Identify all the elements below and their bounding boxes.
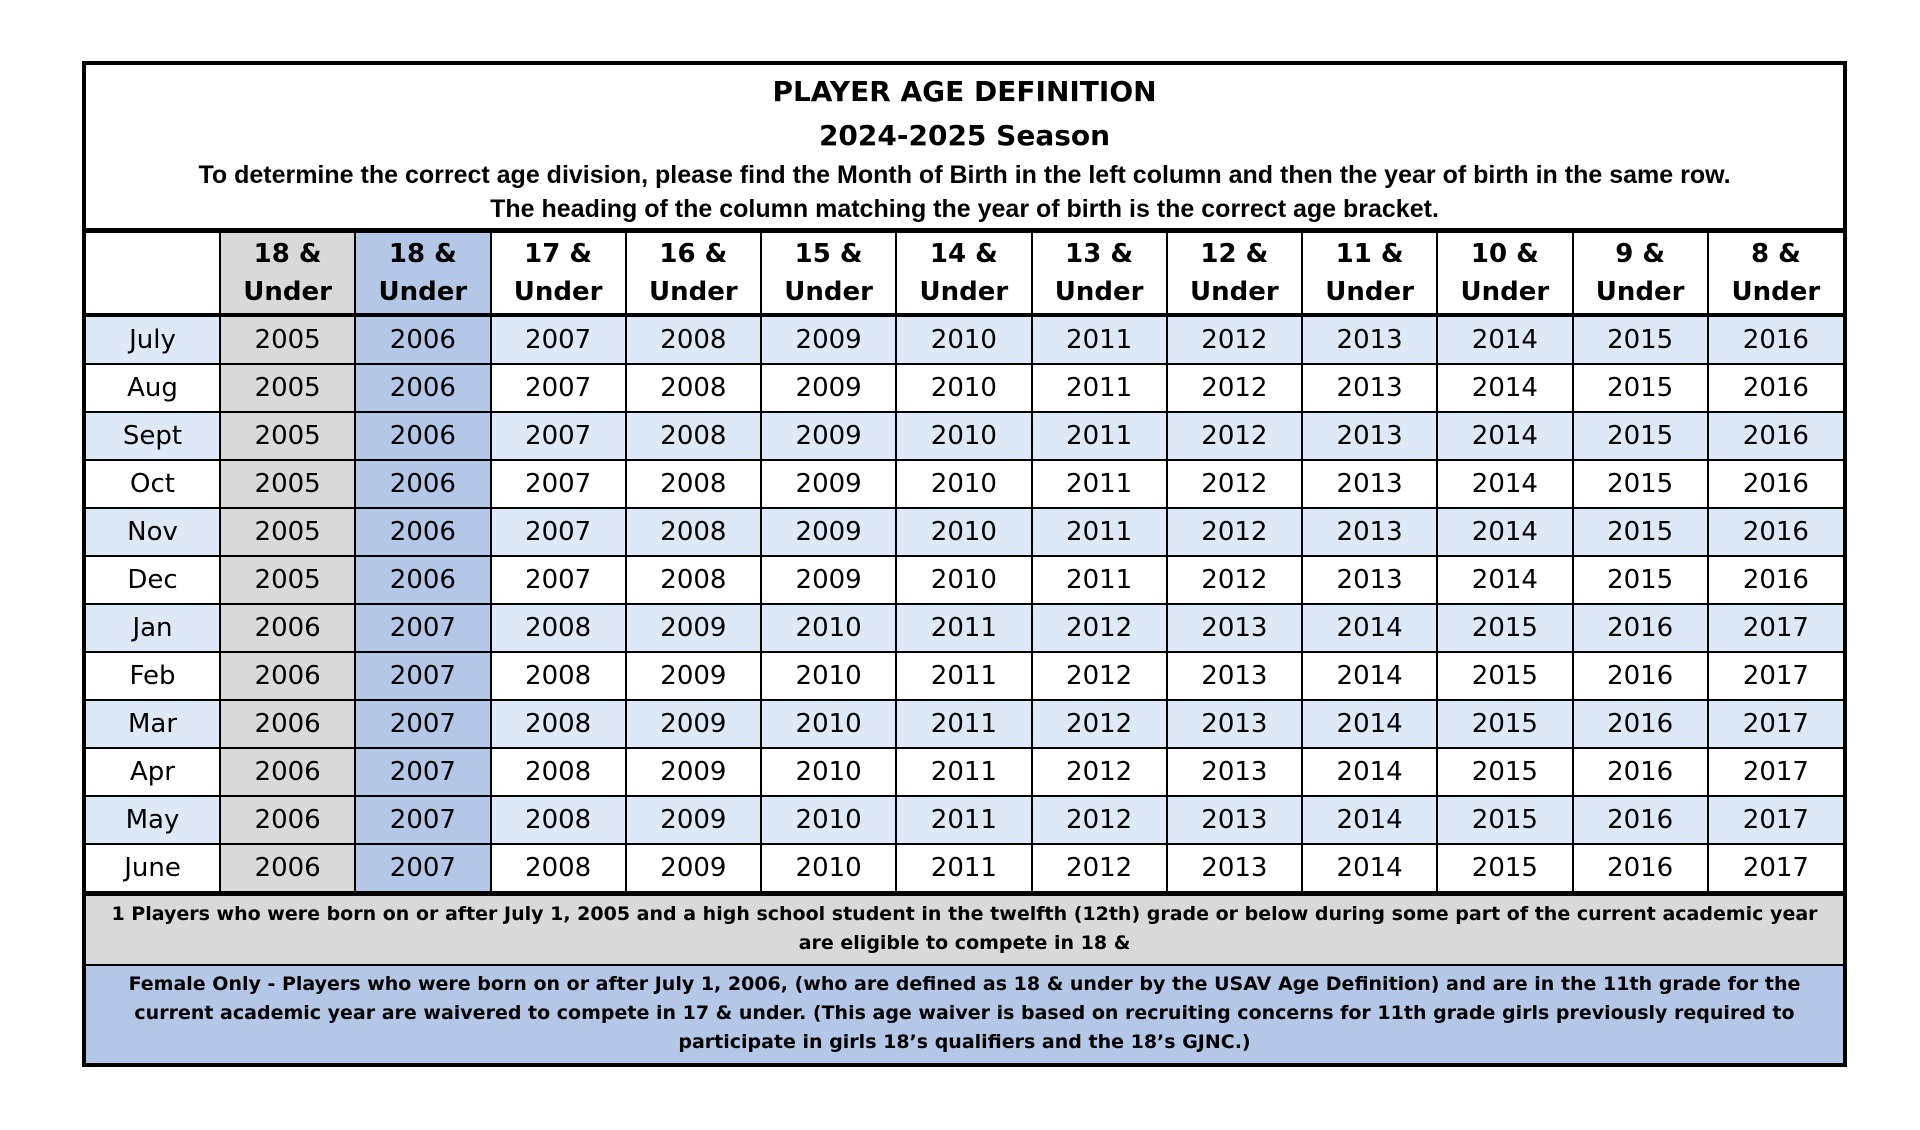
year-cell: 2006	[355, 508, 490, 556]
table-row	[86, 315, 1843, 364]
age-header-top: 16 &	[659, 239, 728, 269]
year-cell: 2005	[220, 315, 355, 364]
year-cell: 2015	[1573, 460, 1708, 508]
year-cell: 2017	[1708, 604, 1843, 652]
year-cell: 2010	[761, 844, 896, 891]
year-cell: 2015	[1437, 748, 1572, 796]
year-cell: 2012	[1032, 700, 1167, 748]
age-header-top: 8 &	[1750, 239, 1801, 269]
female-waiver-note: Female Only - Players who were born on or after July 1, 2006, (who are defined as 18 & under by the USAV Age Definition) and are in the 11th grade for the current academic year are waivered to compete in 17 & under. (This age waiver is based on recruiting concerns for 11th grade girls previously required to participate in girls 18’s qualifiers and the 18’s GJNC.)	[86, 966, 1843, 1063]
year-cell: 2011	[896, 604, 1031, 652]
year-cell: 2011	[896, 748, 1031, 796]
age-column-header	[1437, 233, 1572, 315]
age-table	[86, 233, 1843, 891]
year-cell: 2009	[761, 508, 896, 556]
year-cell: 2012	[1167, 556, 1302, 604]
year-cell: 2011	[896, 796, 1031, 844]
year-cell: 2016	[1573, 604, 1708, 652]
year-cell: 2016	[1708, 556, 1843, 604]
year-cell: 2016	[1708, 508, 1843, 556]
year-cell: 2013	[1167, 748, 1302, 796]
year-cell: 2011	[1032, 315, 1167, 364]
year-cell: 2013	[1167, 604, 1302, 652]
age-column-header	[1302, 233, 1437, 315]
month-cell: Sept	[86, 412, 220, 460]
year-cell: 2013	[1167, 796, 1302, 844]
year-cell: 2016	[1573, 796, 1708, 844]
year-cell: 2012	[1032, 844, 1167, 891]
year-cell: 2007	[355, 796, 490, 844]
year-cell: 2007	[355, 652, 490, 700]
month-cell: June	[86, 844, 220, 891]
table-row	[86, 844, 1843, 891]
year-cell: 2007	[355, 604, 490, 652]
year-cell: 2015	[1573, 315, 1708, 364]
year-cell: 2009	[626, 652, 761, 700]
year-cell: 2014	[1437, 556, 1572, 604]
year-cell: 2014	[1302, 604, 1437, 652]
age-header-top: 15 &	[794, 239, 863, 269]
year-cell: 2005	[220, 412, 355, 460]
year-cell: 2011	[896, 700, 1031, 748]
year-cell: 2015	[1437, 700, 1572, 748]
year-cell: 2009	[626, 844, 761, 891]
year-cell: 2009	[626, 796, 761, 844]
age-header-bottom: Under	[1325, 277, 1414, 307]
age-header-top: 18 &	[388, 239, 457, 269]
year-cell: 2013	[1167, 844, 1302, 891]
year-cell: 2009	[626, 700, 761, 748]
age-header-bottom: Under	[1595, 277, 1685, 307]
year-cell: 2007	[491, 556, 626, 604]
age-header-top: 10 &	[1470, 239, 1539, 269]
age-column-header	[355, 233, 490, 315]
year-cell: 2005	[220, 508, 355, 556]
year-cell: 2012	[1167, 460, 1302, 508]
age-header-top: 14 &	[929, 239, 998, 269]
year-cell: 2010	[896, 556, 1031, 604]
age-header-bottom: Under	[784, 277, 873, 307]
month-cell: July	[86, 315, 220, 364]
page-title: PLAYER AGE DEFINITION	[772, 75, 1157, 108]
year-cell: 2011	[1032, 364, 1167, 412]
table-body	[86, 315, 1843, 891]
year-cell: 2012	[1167, 364, 1302, 412]
year-cell: 2015	[1437, 652, 1572, 700]
table-row	[86, 796, 1843, 844]
age-column-header	[491, 233, 626, 315]
age-column-header	[1573, 233, 1708, 315]
year-cell: 2011	[896, 652, 1031, 700]
age-definition-sheet	[82, 61, 1847, 1067]
age-header-bottom: Under	[1054, 277, 1144, 307]
year-cell: 2017	[1708, 748, 1843, 796]
year-cell: 2009	[761, 364, 896, 412]
month-cell: Jan	[86, 604, 220, 652]
year-cell: 2008	[491, 604, 626, 652]
table-row	[86, 700, 1843, 748]
year-cell: 2007	[491, 508, 626, 556]
year-cell: 2011	[1032, 460, 1167, 508]
year-cell: 2011	[1032, 556, 1167, 604]
year-cell: 2010	[761, 604, 896, 652]
year-cell: 2006	[220, 844, 355, 891]
year-cell: 2016	[1708, 460, 1843, 508]
year-cell: 2009	[761, 460, 896, 508]
year-cell: 2008	[491, 844, 626, 891]
year-cell: 2008	[491, 748, 626, 796]
year-cell: 2005	[220, 460, 355, 508]
month-cell: Aug	[86, 364, 220, 412]
year-cell: 2007	[355, 700, 490, 748]
age-column-header	[896, 233, 1031, 315]
year-cell: 2008	[626, 556, 761, 604]
year-cell: 2010	[896, 412, 1031, 460]
year-cell: 2006	[355, 315, 490, 364]
table-row	[86, 508, 1843, 556]
year-cell: 2017	[1708, 796, 1843, 844]
year-cell: 2009	[626, 748, 761, 796]
age-header-top: 11 &	[1335, 239, 1404, 269]
year-cell: 2015	[1573, 364, 1708, 412]
year-cell: 2011	[896, 844, 1031, 891]
year-cell: 2017	[1708, 700, 1843, 748]
year-cell: 2016	[1708, 412, 1843, 460]
age-header-bottom: Under	[1460, 277, 1550, 307]
year-cell: 2010	[896, 315, 1031, 364]
age-header-top: 12 &	[1200, 239, 1269, 269]
year-cell: 2006	[220, 748, 355, 796]
table-row	[86, 556, 1843, 604]
year-cell: 2008	[491, 796, 626, 844]
year-cell: 2007	[491, 364, 626, 412]
month-cell: Apr	[86, 748, 220, 796]
year-cell: 2014	[1302, 844, 1437, 891]
year-cell: 2014	[1302, 652, 1437, 700]
table-row	[86, 460, 1843, 508]
year-cell: 2007	[491, 315, 626, 364]
year-cell: 2007	[355, 844, 490, 891]
year-cell: 2015	[1573, 412, 1708, 460]
year-cell: 2009	[626, 604, 761, 652]
age-header-bottom: Under	[513, 277, 603, 307]
year-cell: 2015	[1437, 844, 1572, 891]
year-cell: 2013	[1302, 556, 1437, 604]
instruction-line-1: To determine the correct age division, please find the Month of Birth in the left column and then the year of birth in the same row.	[198, 161, 1731, 189]
month-cell: May	[86, 796, 220, 844]
year-cell: 2013	[1167, 652, 1302, 700]
table-header-row	[86, 233, 1843, 315]
year-cell: 2013	[1302, 460, 1437, 508]
age-header-top: 9 &	[1615, 239, 1666, 269]
month-cell: Dec	[86, 556, 220, 604]
age-column-header	[1167, 233, 1302, 315]
year-cell: 2011	[1032, 508, 1167, 556]
year-cell: 2016	[1708, 315, 1843, 364]
year-cell: 2012	[1032, 604, 1167, 652]
age-header-bottom: Under	[243, 277, 332, 307]
year-cell: 2008	[626, 364, 761, 412]
year-cell: 2012	[1032, 652, 1167, 700]
table-row	[86, 412, 1843, 460]
year-cell: 2013	[1302, 315, 1437, 364]
sheet-header	[86, 65, 1843, 233]
year-cell: 2007	[491, 460, 626, 508]
year-cell: 2010	[761, 652, 896, 700]
year-cell: 2006	[355, 460, 490, 508]
year-cell: 2013	[1167, 700, 1302, 748]
age-header-bottom: Under	[1190, 277, 1279, 307]
age-column-header	[220, 233, 355, 315]
year-cell: 2012	[1032, 796, 1167, 844]
year-cell: 2010	[896, 508, 1031, 556]
year-cell: 2017	[1708, 844, 1843, 891]
year-cell: 2010	[896, 364, 1031, 412]
table-row	[86, 652, 1843, 700]
year-cell: 2016	[1573, 700, 1708, 748]
year-cell: 2016	[1573, 844, 1708, 891]
year-cell: 2015	[1437, 604, 1572, 652]
age-column-header	[761, 233, 896, 315]
year-cell: 2008	[491, 700, 626, 748]
age-header-bottom: Under	[378, 277, 468, 307]
year-cell: 2008	[626, 508, 761, 556]
year-cell: 2009	[761, 556, 896, 604]
year-cell: 2006	[220, 796, 355, 844]
table-row	[86, 604, 1843, 652]
year-cell: 2012	[1167, 315, 1302, 364]
month-cell: Oct	[86, 460, 220, 508]
year-cell: 2010	[896, 460, 1031, 508]
year-cell: 2010	[761, 748, 896, 796]
table-row	[86, 364, 1843, 412]
year-cell: 2008	[626, 460, 761, 508]
year-cell: 2014	[1437, 508, 1572, 556]
season-label: 2024-2025 Season	[818, 119, 1111, 152]
month-cell: Nov	[86, 508, 220, 556]
year-cell: 2010	[761, 796, 896, 844]
year-cell: 2014	[1302, 796, 1437, 844]
age-header-top: 18 &	[253, 239, 322, 269]
month-cell: Mar	[86, 700, 220, 748]
year-cell: 2013	[1302, 412, 1437, 460]
year-cell: 2015	[1573, 556, 1708, 604]
year-cell: 2006	[355, 556, 490, 604]
year-cell: 2008	[626, 412, 761, 460]
year-cell: 2005	[220, 556, 355, 604]
year-cell: 2011	[1032, 412, 1167, 460]
year-cell: 2016	[1573, 748, 1708, 796]
year-cell: 2012	[1032, 748, 1167, 796]
age-header-top: 17 &	[524, 239, 593, 269]
notes-section	[86, 891, 1843, 1063]
year-cell: 2014	[1437, 460, 1572, 508]
year-cell: 2017	[1708, 652, 1843, 700]
year-cell: 2015	[1437, 796, 1572, 844]
year-cell: 2009	[761, 315, 896, 364]
age-column-header	[1032, 233, 1167, 315]
year-cell: 2014	[1302, 700, 1437, 748]
year-cell: 2006	[220, 700, 355, 748]
year-cell: 2012	[1167, 508, 1302, 556]
year-cell: 2008	[491, 652, 626, 700]
year-cell: 2006	[355, 364, 490, 412]
year-cell: 2015	[1573, 508, 1708, 556]
year-cell: 2006	[220, 652, 355, 700]
year-cell: 2016	[1573, 652, 1708, 700]
year-cell: 2006	[355, 412, 490, 460]
month-cell: Feb	[86, 652, 220, 700]
table-row	[86, 748, 1843, 796]
year-cell: 2006	[220, 604, 355, 652]
age-column-header	[626, 233, 761, 315]
year-cell: 2014	[1437, 412, 1572, 460]
year-cell: 2014	[1302, 748, 1437, 796]
age-column-header	[1708, 233, 1843, 315]
year-cell: 2013	[1302, 508, 1437, 556]
year-cell: 2013	[1302, 364, 1437, 412]
eligibility-note: 1 Players who were born on or after July 1, 2005 and a high school student in the twelfth (12th) grade or below during some part of the current academic year are eligible to compete in 18 &	[86, 896, 1843, 966]
month-column-header	[86, 233, 220, 315]
year-cell: 2009	[761, 412, 896, 460]
year-cell: 2014	[1437, 315, 1572, 364]
age-header-bottom: Under	[919, 277, 1009, 307]
age-header-bottom: Under	[649, 277, 738, 307]
year-cell: 2014	[1437, 364, 1572, 412]
year-cell: 2010	[761, 700, 896, 748]
age-header-top: 13 &	[1065, 239, 1134, 269]
year-cell: 2005	[220, 364, 355, 412]
year-cell: 2016	[1708, 364, 1843, 412]
age-header-bottom: Under	[1731, 277, 1821, 307]
year-cell: 2012	[1167, 412, 1302, 460]
instruction-line-2: The heading of the column matching the year of birth is the correct age bracket.	[490, 195, 1439, 223]
year-cell: 2007	[355, 748, 490, 796]
year-cell: 2007	[491, 412, 626, 460]
year-cell: 2008	[626, 315, 761, 364]
